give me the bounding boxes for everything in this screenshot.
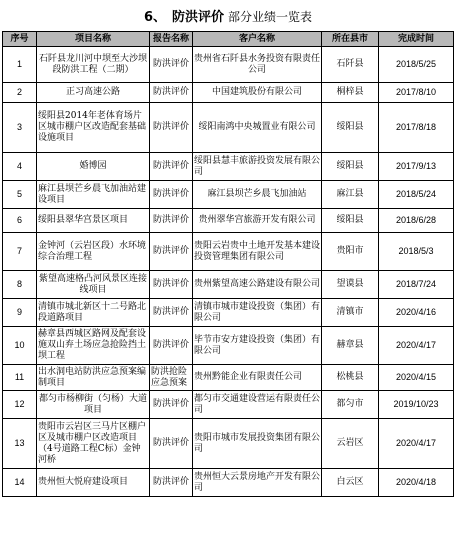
cell-index: 5 — [3, 181, 37, 209]
cell-report-name: 防洪评价 — [150, 299, 193, 327]
cell-county: 白云区 — [322, 469, 379, 497]
cell-report-name: 防洪评价 — [150, 469, 193, 497]
cell-report-name: 防洪评价 — [150, 181, 193, 209]
cell-completion-date: 2020/4/17 — [379, 327, 454, 365]
cell-completion-date: 2018/6/28 — [379, 209, 454, 233]
table-row — [3, 181, 454, 209]
header-report-name: 报告名称 — [150, 32, 193, 47]
cell-report-name: 防洪评价 — [150, 327, 193, 365]
cell-client-name: 贵阳市城市发展投资集团有限公司 — [193, 419, 322, 469]
cell-completion-date: 2017/9/13 — [379, 153, 454, 181]
header-county: 所在县市 — [322, 32, 379, 47]
cell-index: 8 — [3, 271, 37, 299]
cell-client-name: 贵州翠华宫旅游开发有限公司 — [193, 209, 322, 233]
performance-table — [2, 31, 454, 497]
cell-completion-date: 2018/7/24 — [379, 271, 454, 299]
cell-project-name: 麻江县坝芒乡晨飞加油站建设项目 — [37, 181, 150, 209]
table-header-row — [3, 32, 454, 47]
cell-project-name: 金钟河（云岩区段）水环境综合治理工程 — [37, 233, 150, 271]
cell-report-name: 防洪评价 — [150, 47, 193, 83]
cell-county: 贵阳市 — [322, 233, 379, 271]
cell-county: 松桃县 — [322, 365, 379, 391]
cell-index: 13 — [3, 419, 37, 469]
cell-report-name: 防洪评价 — [150, 271, 193, 299]
cell-county: 清镇市 — [322, 299, 379, 327]
cell-index: 4 — [3, 153, 37, 181]
cell-completion-date: 2018/5/24 — [379, 181, 454, 209]
cell-completion-date: 2017/8/10 — [379, 83, 454, 103]
cell-report-name: 防洪评价 — [150, 419, 193, 469]
table-row — [3, 469, 454, 497]
table-row — [3, 153, 454, 181]
cell-project-name: 绥阳县2014年老体育场片区城市棚户区改造配套基础设施项目 — [37, 103, 150, 153]
cell-report-name: 防洪评价 — [150, 83, 193, 103]
table-row — [3, 103, 454, 153]
cell-report-name: 防洪抢险应急预案 — [150, 365, 193, 391]
cell-index: 7 — [3, 233, 37, 271]
table-row — [3, 271, 454, 299]
page-title — [0, 6, 456, 28]
header-index: 序号 — [3, 32, 37, 47]
cell-project-name: 都匀市杨柳街（匀杨）大道项目 — [37, 391, 150, 419]
cell-report-name: 防洪评价 — [150, 233, 193, 271]
cell-project-name: 贵州恒大悦府建设项目 — [37, 469, 150, 497]
cell-county: 绥阳县 — [322, 209, 379, 233]
table-row — [3, 391, 454, 419]
cell-index: 10 — [3, 327, 37, 365]
cell-client-name: 都匀市交通建设营运有限责任公司 — [193, 391, 322, 419]
cell-client-name: 中国建筑股份有限公司 — [193, 83, 322, 103]
table-row — [3, 233, 454, 271]
cell-county: 云岩区 — [322, 419, 379, 469]
cell-index: 9 — [3, 299, 37, 327]
cell-county: 绥阳县 — [322, 153, 379, 181]
cell-index: 12 — [3, 391, 37, 419]
cell-completion-date: 2017/8/18 — [379, 103, 454, 153]
table-row — [3, 83, 454, 103]
title-number: 6、 — [143, 10, 166, 25]
cell-county: 都匀市 — [322, 391, 379, 419]
table-row — [3, 209, 454, 233]
cell-completion-date: 2020/4/15 — [379, 365, 454, 391]
table-row — [3, 47, 454, 83]
cell-project-name: 清镇市城北新区十二号路北段道路项目 — [37, 299, 150, 327]
cell-completion-date: 2018/5/25 — [379, 47, 454, 83]
cell-report-name: 防洪评价 — [150, 391, 193, 419]
cell-completion-date: 2020/4/17 — [379, 419, 454, 469]
cell-project-name: 正习高速公路 — [37, 83, 150, 103]
cell-completion-date: 2018/5/3 — [379, 233, 454, 271]
cell-county: 麻江县 — [322, 181, 379, 209]
table-row — [3, 365, 454, 391]
cell-client-name: 贵州紫望高速公路建设有限公司 — [193, 271, 322, 299]
cell-county: 绥阳县 — [322, 103, 379, 153]
header-client-name: 客户名称 — [193, 32, 322, 47]
title-main: 防洪评价 — [172, 10, 225, 25]
cell-county: 赫章县 — [322, 327, 379, 365]
cell-index: 3 — [3, 103, 37, 153]
header-completion-date: 完成时间 — [379, 32, 454, 47]
table-row — [3, 419, 454, 469]
cell-county: 石阡县 — [322, 47, 379, 83]
cell-project-name: 贵阳市云岩区三马片区棚户区及城市棚户区改造项目（4号道路工程C标）金钟河桥 — [37, 419, 150, 469]
cell-project-name: 赫章县西城区路网及配套设施双山弃土场应急抢险挡土坝工程 — [37, 327, 150, 365]
cell-project-name: 绥阳县翠华宫景区项目 — [37, 209, 150, 233]
cell-client-name: 绥阳南鸿中央城置业有限公司 — [193, 103, 322, 153]
header-project-name: 项目名称 — [37, 32, 150, 47]
cell-report-name: 防洪评价 — [150, 209, 193, 233]
cell-client-name: 绥阳县慧丰旅游投资发展有限公司 — [193, 153, 322, 181]
cell-client-name: 毕节市安方建设投资（集团）有限公司 — [193, 327, 322, 365]
cell-client-name: 贵阳云岩贵中土地开发基本建设投资管理集团有限公司 — [193, 233, 322, 271]
cell-client-name: 贵州黔能企业有限责任公司 — [193, 365, 322, 391]
cell-report-name: 防洪评价 — [150, 153, 193, 181]
cell-client-name: 贵州省石阡县水务投资有限责任公司 — [193, 47, 322, 83]
table-row — [3, 327, 454, 365]
cell-county: 桐梓县 — [322, 83, 379, 103]
cell-completion-date: 2020/4/16 — [379, 299, 454, 327]
cell-project-name: 出水洞电站防洪应急预案编制项目 — [37, 365, 150, 391]
title-sub: 部分业绩一览表 — [228, 10, 313, 24]
cell-client-name: 贵州恒大云景房地产开发有限公司 — [193, 469, 322, 497]
cell-county: 望谟县 — [322, 271, 379, 299]
cell-completion-date: 2020/4/18 — [379, 469, 454, 497]
cell-project-name: 石阡县龙川河中坝至大沙坝段防洪工程（二期） — [37, 47, 150, 83]
cell-index: 2 — [3, 83, 37, 103]
cell-project-name: 婚博园 — [37, 153, 150, 181]
cell-report-name: 防洪评价 — [150, 103, 193, 153]
cell-project-name: 紫望高速格凸河风景区连接线项目 — [37, 271, 150, 299]
cell-index: 1 — [3, 47, 37, 83]
cell-client-name: 清镇市城市建设投资（集团）有限公司 — [193, 299, 322, 327]
table-row — [3, 299, 454, 327]
cell-index: 14 — [3, 469, 37, 497]
cell-index: 6 — [3, 209, 37, 233]
cell-completion-date: 2019/10/23 — [379, 391, 454, 419]
cell-index: 11 — [3, 365, 37, 391]
cell-client-name: 麻江县坝芒乡晨飞加油站 — [193, 181, 322, 209]
